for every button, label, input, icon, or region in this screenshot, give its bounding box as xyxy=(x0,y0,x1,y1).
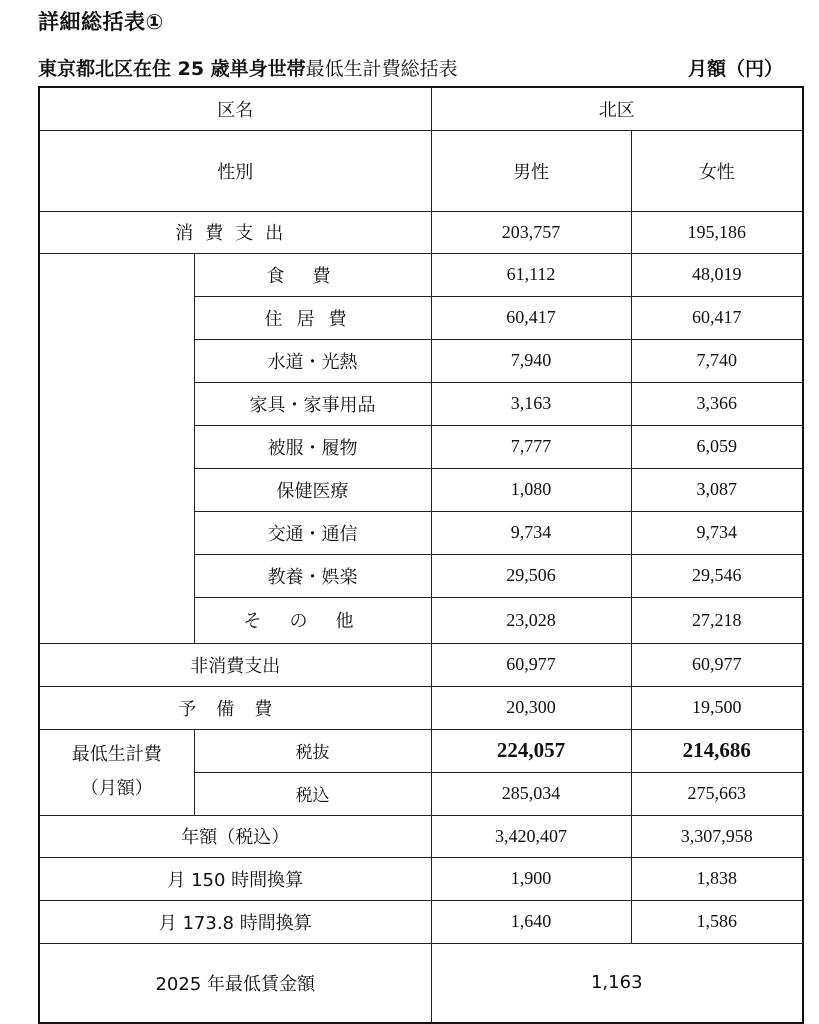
table-row xyxy=(39,729,803,772)
item-label: 水道・光熱 xyxy=(194,339,431,382)
hourly173-male: 1,640 xyxy=(431,900,631,943)
subtitle-location: 東京都北区在住 25 歳単身世帯 xyxy=(38,58,306,80)
subtitle-title: 最低生計費総括表 xyxy=(305,58,458,80)
item-female: 27,218 xyxy=(631,597,803,643)
table-row xyxy=(39,130,803,211)
item-male: 9,734 xyxy=(431,511,631,554)
non-consumption-female: 60,977 xyxy=(631,643,803,686)
annual-label: 年額（税込） xyxy=(39,815,431,857)
item-label: 交通・通信 xyxy=(194,511,431,554)
male-header: 男性 xyxy=(431,130,631,211)
table-subtitle xyxy=(38,54,808,84)
min-wage-label: 2025 年最低賃金額 xyxy=(39,943,431,1023)
indent-spacer xyxy=(39,253,194,643)
item-label: 被服・履物 xyxy=(194,425,431,468)
non-consumption-male: 60,977 xyxy=(431,643,631,686)
table-row xyxy=(39,815,803,857)
item-label: その他 xyxy=(194,597,431,643)
item-male: 23,028 xyxy=(431,597,631,643)
with-tax-male: 285,034 xyxy=(431,772,631,815)
page-heading: 詳細総括表① xyxy=(38,10,164,34)
table-row xyxy=(39,253,803,296)
min-wage-value: 1,163 xyxy=(431,943,803,1023)
item-female: 3,087 xyxy=(631,468,803,511)
item-male: 61,112 xyxy=(431,253,631,296)
min-living-label xyxy=(39,729,194,815)
female-header: 女性 xyxy=(631,130,803,211)
item-label: 家具・家事用品 xyxy=(194,382,431,425)
item-female: 60,417 xyxy=(631,296,803,339)
non-consumption-label: 非消費支出 xyxy=(39,643,431,686)
item-male: 7,940 xyxy=(431,339,631,382)
table-row xyxy=(39,900,803,943)
item-male: 3,163 xyxy=(431,382,631,425)
item-female: 29,546 xyxy=(631,554,803,597)
item-male: 60,417 xyxy=(431,296,631,339)
consumption-label: 消費支出 xyxy=(39,211,431,253)
annual-male: 3,420,407 xyxy=(431,815,631,857)
pre-tax-male: 224,057 xyxy=(431,729,631,772)
consumption-female: 195,186 xyxy=(631,211,803,253)
item-label: 住居費 xyxy=(194,296,431,339)
item-label: 保健医療 xyxy=(194,468,431,511)
with-tax-female: 275,663 xyxy=(631,772,803,815)
with-tax-label: 税込 xyxy=(194,772,431,815)
item-female: 48,019 xyxy=(631,253,803,296)
hourly150-label: 月 150 時間換算 xyxy=(39,857,431,900)
area-label: 区名 xyxy=(39,87,431,130)
table-row xyxy=(39,211,803,253)
table-row xyxy=(39,857,803,900)
pre-tax-female: 214,686 xyxy=(631,729,803,772)
item-male: 7,777 xyxy=(431,425,631,468)
gender-label: 性別 xyxy=(39,130,431,211)
area-value: 北区 xyxy=(431,87,803,130)
hourly150-female: 1,838 xyxy=(631,857,803,900)
table-row xyxy=(39,943,803,1023)
table-row xyxy=(39,686,803,729)
item-male: 29,506 xyxy=(431,554,631,597)
unit-label: 月額（円） xyxy=(688,58,784,80)
item-female: 6,059 xyxy=(631,425,803,468)
consumption-male: 203,757 xyxy=(431,211,631,253)
min-living-label-line1: 最低生計費 xyxy=(71,743,162,765)
annual-female: 3,307,958 xyxy=(631,815,803,857)
reserve-label: 予備費 xyxy=(39,686,431,729)
summary-table xyxy=(38,86,804,1024)
table-row xyxy=(39,87,803,130)
item-female: 7,740 xyxy=(631,339,803,382)
reserve-female: 19,500 xyxy=(631,686,803,729)
hourly173-female: 1,586 xyxy=(631,900,803,943)
pre-tax-label: 税抜 xyxy=(194,729,431,772)
table-row xyxy=(39,643,803,686)
item-female: 3,366 xyxy=(631,382,803,425)
hourly173-label: 月 173.8 時間換算 xyxy=(39,900,431,943)
reserve-male: 20,300 xyxy=(431,686,631,729)
item-label: 教養・娯楽 xyxy=(194,554,431,597)
hourly150-male: 1,900 xyxy=(431,857,631,900)
item-female: 9,734 xyxy=(631,511,803,554)
item-male: 1,080 xyxy=(431,468,631,511)
min-living-label-line2: （月額） xyxy=(80,778,153,799)
item-label: 食費 xyxy=(194,253,431,296)
